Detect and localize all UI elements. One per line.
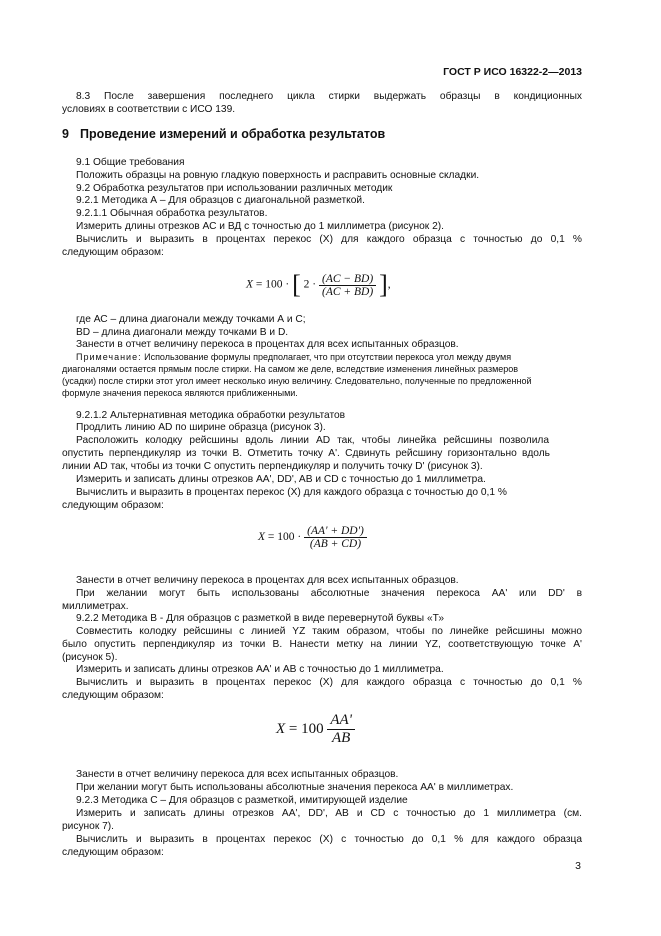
formula-1 bbox=[246, 270, 391, 300]
text-line: рисунок 7). bbox=[62, 821, 115, 832]
formula-3-numerator: AA' bbox=[330, 712, 352, 728]
text-line: Вычислить и выразить в процентах перекос (X) для каждого образца с точностью до 0,1 % bbox=[76, 234, 582, 245]
formula-2-lhs: X bbox=[258, 531, 266, 544]
paragraph-8-3-line-2: условиях в соответствии с ИСО 139. bbox=[62, 104, 236, 115]
subsection-9-2-2: 9.2.2 Методика В - Для образцов с разметкой в виде перевернутой буквы «Т» bbox=[76, 613, 445, 624]
formula-1-tail: , bbox=[387, 278, 391, 291]
definition-bd: BD – длина диагонали между точками B и D. bbox=[76, 327, 289, 338]
text-line: линии AD так, чтобы из точки C опустить перпендикуляр и получить точку D' (рисунок 3). bbox=[62, 461, 483, 472]
formula-1-numerator: (AC − BD) bbox=[322, 272, 374, 285]
paragraph-8-3-line-1: 8.3 После завершения последнего цикла стирки выдержать образцы в кондиционных bbox=[76, 91, 582, 102]
text-line: было опустить перпендикуляр из точки B. Нанести метку на линии YZ, соответствующую точке A' bbox=[62, 639, 582, 650]
formula-3-lhs: X bbox=[276, 720, 286, 737]
text-line: Измерить и записать длины отрезков AA', DD', AB и CD с точностью до 1 миллиметра. bbox=[76, 474, 486, 485]
formula-1-eq: = 100 · bbox=[255, 278, 290, 291]
right-bracket: ] bbox=[379, 270, 388, 299]
text-line: Положить образцы на ровную гладкую поверхность и расправить основные складки. bbox=[76, 170, 480, 181]
subsection-9-2: 9.2 Обработка результатов при использовании различных методик bbox=[76, 183, 393, 194]
text-line: Расположить колодку рейсшины вдоль линии AD так, чтобы линейка рейсшины позволила bbox=[76, 435, 549, 446]
text-line: опустить перпендикуляр из точки B. Отметить точку A'. Сдвинуть рейсшину горизонтально вдоль bbox=[62, 448, 550, 459]
subsection-9-2-1: 9.2.1 Методика А – Для образцов с диагональной разметкой. bbox=[76, 195, 365, 206]
subsection-9-2-1-2: 9.2.1.2 Альтернативная методика обработки результатов bbox=[76, 410, 346, 421]
note-line-2: диагоналями остается прямым после стирки. На самом же деле, вследствие изменения линейных размеров bbox=[62, 364, 519, 374]
text-line: следующим образом: bbox=[62, 247, 164, 258]
formula-1-fraction bbox=[319, 273, 376, 298]
formula-3 bbox=[276, 712, 355, 747]
text-line: Вычислить и выразить в процентах перекос (X) с точностью до 0,1 % для каждого образца bbox=[76, 834, 582, 845]
formula-1-two: 2 · bbox=[303, 278, 317, 291]
subsection-9-2-1-1: 9.2.1.1 Обычная обработка результатов. bbox=[76, 208, 268, 219]
section-heading bbox=[62, 127, 385, 141]
text-line: Измерить и записать длины отрезков AA', DD', AB и CD с точностью до 1 миллиметра (см. bbox=[76, 808, 582, 819]
section-number: 9 bbox=[62, 127, 69, 141]
text-line: миллиметрах. bbox=[62, 601, 129, 612]
left-bracket: [ bbox=[292, 270, 301, 299]
note-line-4: формуле значения перекоса являются приближенными. bbox=[62, 388, 298, 398]
text-line: Занести в отчет величину перекоса в процентах для всех испытанных образцов. bbox=[76, 339, 459, 350]
note-line-1 bbox=[76, 352, 511, 363]
text-line: Совместить колодку рейсшины с линией YZ таким образом, чтобы по линейке рейсшины можно bbox=[76, 626, 582, 637]
formula-2-fraction bbox=[304, 525, 367, 550]
text-line: Вычислить и выразить в процентах перекос (X) для каждого образца с точностью до 0,1 % bbox=[76, 487, 507, 498]
formula-3-denominator: AB bbox=[332, 730, 351, 746]
text-line: При желании могут быть использованы абсолютные значения перекоса AA' в миллиметрах. bbox=[76, 782, 514, 793]
section-title: Проведение измерений и обработка результатов bbox=[80, 127, 386, 141]
formula-1-denominator: (AC + BD) bbox=[322, 285, 374, 298]
text-line: Продлить линию AD по ширине образца (рисунок 3). bbox=[76, 422, 326, 433]
formula-2-numerator: (AA' + DD') bbox=[307, 525, 364, 537]
formula-2-denominator: (AB + CD) bbox=[309, 538, 362, 550]
document-header: ГОСТ Р ИСО 16322-2—2013 bbox=[443, 66, 582, 78]
formula-1-lhs: X bbox=[246, 278, 254, 291]
text-line: Вычислить и выразить в процентах перекос (X) для каждого образца с точностью до 0,1 % bbox=[76, 677, 582, 688]
formula-2-eq: = 100 · bbox=[267, 531, 302, 544]
text-line: Измерить длины отрезков АС и ВД с точностью до 1 миллиметра (рисунок 2). bbox=[76, 221, 444, 232]
page-number: 3 bbox=[575, 860, 581, 872]
formula-2 bbox=[258, 525, 367, 550]
note-label: Примечание: bbox=[76, 352, 142, 362]
definition-ac: где АС – длина диагонали между точками А и С; bbox=[76, 314, 306, 325]
text-line: (рисунок 5). bbox=[62, 652, 118, 663]
text-line: следующим образом: bbox=[62, 690, 164, 701]
text-line: следующим образом: bbox=[62, 847, 164, 858]
subsection-9-1: 9.1 Общие требования bbox=[76, 157, 185, 168]
text-line: Измерить и записать длины отрезков AA' и AB с точностью до 1 миллиметра. bbox=[76, 664, 444, 675]
formula-3-eq: = 100 bbox=[288, 720, 324, 737]
subsection-9-2-3: 9.2.3 Методика С – Для образцов с разметкой, имитирующей изделие bbox=[76, 795, 408, 806]
text-line: Занести в отчет величину перекоса в процентах для всех испытанных образцов. bbox=[76, 575, 459, 586]
formula-3-fraction bbox=[327, 712, 355, 747]
note-line-3: (усадки) после стирки этот угол имеет несколько иную величину. Следовательно, полученные по предложенной bbox=[62, 376, 532, 386]
text-line: следующим образом: bbox=[62, 500, 164, 511]
note-text: Использование формулы предполагает, что при отсутствии перекоса угол между двумя bbox=[141, 352, 512, 362]
text-line: При желании могут быть использованы абсолютные значения перекоса AA' или DD' в bbox=[76, 588, 582, 599]
text-line: Занести в отчет величину перекоса для всех испытанных образцов. bbox=[76, 769, 399, 780]
